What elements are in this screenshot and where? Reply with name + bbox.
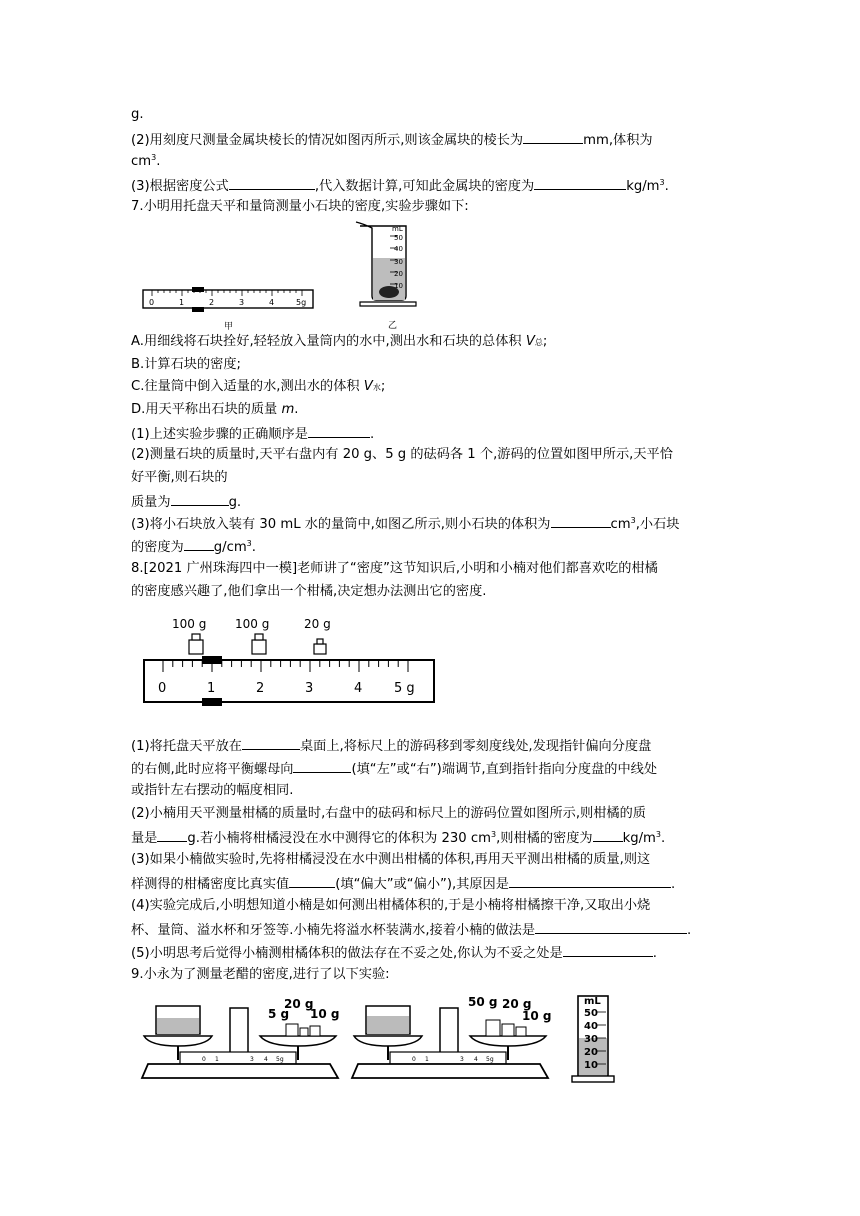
answer-blank[interactable] xyxy=(242,736,300,750)
answer-blank[interactable] xyxy=(289,874,335,888)
text-line: 杯、量筒、溢水杯和牙签等.小楠先将溢水杯装满水,接着小楠的做法是 . xyxy=(131,920,691,940)
text-line: 的密度为 $g/cm^3$. xyxy=(131,539,256,555)
cylinder-tick-label: 50 xyxy=(394,234,403,242)
balance-tick-label: 0 xyxy=(202,1056,206,1063)
ruler-tick-label: 0 xyxy=(158,681,167,696)
cylinder-tick-label: 50 xyxy=(584,1008,598,1019)
cylinder-tick-label: 10 xyxy=(584,1060,598,1071)
answer-blank[interactable] xyxy=(157,828,187,842)
weight-icon xyxy=(189,634,326,654)
figure-label-jia: 甲 xyxy=(224,322,234,332)
ruler-tick-label: 4 xyxy=(354,681,363,696)
cylinder-tick-label: 20 xyxy=(394,270,403,278)
text-line: (3)根据密度公式 ,代入数据计算,可知此金属块的密度为 $kg/m^3$. xyxy=(131,178,669,194)
text-line: 量是 g.若小楠将柑橘浸没在水中测得它的体积为 230 $cm^3$,则柑橘的密度为 $kg/m^3$. xyxy=(131,830,666,846)
balance-tick-label: 0 xyxy=(412,1056,416,1063)
weight-label: 100 g xyxy=(235,617,270,631)
answer-blank[interactable] xyxy=(551,514,611,528)
weight-label: 5 g xyxy=(268,1007,290,1021)
balance-tick-label: 3 xyxy=(250,1056,254,1063)
weight-label: 10 g xyxy=(310,1007,340,1021)
text-line: 的密度感兴趣了,他们拿出一个柑橘,决定想办法测出它的密度. xyxy=(131,584,487,599)
text-line: (5)小明思考后觉得小楠测柑橘体积的做法存在不妥之处,你认为不妥之处是 . xyxy=(131,943,657,963)
text-line: (2)测量石块的质量时,天平右盘内有 20 g、5 g 的砝码各 1 个,游码的位置如图甲所示,天平恰 xyxy=(131,447,673,462)
cylinder-tick-label: 10 xyxy=(394,282,403,290)
text-line: (3)将小石块放入装有 30 mL 水的量筒中,如图乙所示,则小石块的体积为 $cm^3$,小石块 xyxy=(131,516,680,532)
cylinder-unit: mL xyxy=(584,996,601,1007)
question-7-title: 7.小明用托盘天平和量筒测量小石块的密度,实验步骤如下: xyxy=(131,199,469,214)
ruler-tick-label: 1 xyxy=(179,298,185,307)
figure-q8-weights-ruler xyxy=(142,616,442,708)
text-line: 或指针左右摆动的幅度相同. xyxy=(131,783,294,798)
cylinder-tick-label: 30 xyxy=(584,1034,598,1045)
text-line: $cm^3$. xyxy=(131,153,161,169)
weight-label: 100 g xyxy=(172,617,207,631)
text-line: (1)将托盘天平放在 桌面上,将标尺上的游码移到零刻度线处,发现指针偏向分度盘 xyxy=(131,736,651,756)
balance-tick-label: 4 xyxy=(474,1056,478,1063)
ruler-tick-label: 4 xyxy=(269,298,275,307)
text-line: 质量为 g. xyxy=(131,492,241,512)
cylinder-tick-label: 40 xyxy=(584,1021,598,1032)
ruler-tick-label: 2 xyxy=(256,681,265,696)
answer-blank[interactable] xyxy=(534,176,626,190)
answer-blank[interactable] xyxy=(535,920,687,934)
figure-jia-ruler xyxy=(142,286,318,332)
answer-blank[interactable] xyxy=(509,874,671,888)
answer-blank[interactable] xyxy=(184,537,214,551)
text-line: 样测得的柑橘密度比真实值 (填“偏大”或“偏小”),其原因是 . xyxy=(131,874,675,894)
figure-label-yi: 乙 xyxy=(388,321,398,330)
text-line: 好平衡,则石块的 xyxy=(131,470,228,485)
balance-tick-label: 1 xyxy=(425,1056,429,1063)
text-line: g. xyxy=(131,107,144,122)
ruler-tick-label: 0 xyxy=(149,298,155,307)
cylinder-tick-label: 20 xyxy=(584,1047,598,1058)
text-line: (1)上述实验步骤的正确顺序是 . xyxy=(131,424,374,444)
text-line: (2)小楠用天平测量柑橘的质量时,右盘中的砝码和标尺上的游码位置如图所示,则柑橘的质 xyxy=(131,806,646,821)
text-line: (2)用刻度尺测量金属块棱长的情况如图丙所示,则该金属块的棱长为 mm,体积为 xyxy=(131,130,653,150)
answer-blank[interactable] xyxy=(293,759,351,773)
weight-label: 50 g xyxy=(468,995,498,1009)
cylinder-tick-label: 40 xyxy=(394,245,403,253)
step-a: A.用细线将石块拴好,轻轻放入量筒内的水中,测出水和石块的总体积 V总; xyxy=(131,334,548,349)
text-line: (3)如果小楠做实验时,先将柑橘浸没在水中测出柑橘的体积,再用天平测出柑橘的质量,则这 xyxy=(131,852,651,867)
balance-tick-label: 5g xyxy=(276,1056,284,1063)
step-b: B.计算石块的密度; xyxy=(131,357,241,372)
ruler-tick-label: 3 xyxy=(239,298,245,307)
ruler-tick-label: 5 g xyxy=(394,681,415,696)
weight-label: 20 g xyxy=(304,617,331,631)
answer-blank[interactable] xyxy=(229,176,315,190)
figure-q9-balance-left xyxy=(140,994,350,1084)
step-c: C.往量筒中倒入适量的水,测出水的体积 V水; xyxy=(131,379,386,394)
question-8-title: 8.[2021 广州珠海四中一模]老师讲了“密度”这节知识后,小明和小楠对他们都喜欢吃的柑橘 xyxy=(131,561,658,576)
step-d: D.用天平称出石块的质量 m. xyxy=(131,402,299,417)
ruler-tick-label: 3 xyxy=(305,681,314,696)
answer-blank[interactable] xyxy=(308,424,370,438)
text-line: (4)实验完成后,小明想知道小楠是如何测出柑橘体积的,于是小楠将柑橘擦干净,又取出小烧 xyxy=(131,898,651,913)
ruler-tick-label: 1 xyxy=(207,681,216,696)
question-9-title: 9.小永为了测量老醋的密度,进行了以下实验: xyxy=(131,967,390,982)
balance-tick-label: 3 xyxy=(460,1056,464,1063)
figure-q9-balance-right xyxy=(350,994,560,1084)
figure-q9-cylinder xyxy=(570,992,616,1084)
answer-blank[interactable] xyxy=(563,943,653,957)
answer-blank[interactable] xyxy=(593,828,623,842)
weight-label: 20 g xyxy=(502,997,532,1011)
balance-tick-label: 4 xyxy=(264,1056,268,1063)
ruler-tick-label: 5g xyxy=(296,298,307,307)
cylinder-tick-label: 30 xyxy=(394,258,403,266)
answer-blank[interactable] xyxy=(523,130,583,144)
weight-label: 10 g xyxy=(522,1009,552,1023)
ruler-tick-label: 2 xyxy=(209,298,215,307)
figure-yi-cylinder xyxy=(350,220,422,330)
cylinder-unit: mL xyxy=(392,225,403,233)
balance-tick-label: 1 xyxy=(215,1056,219,1063)
balance-tick-label: 5g xyxy=(486,1056,494,1063)
answer-blank[interactable] xyxy=(171,492,229,506)
text-line: 的右侧,此时应将平衡螺母向 (填“左”或“右”)端调节,直到指针指向分度盘的中线处 xyxy=(131,759,657,779)
weight-label: 20 g xyxy=(284,997,314,1011)
